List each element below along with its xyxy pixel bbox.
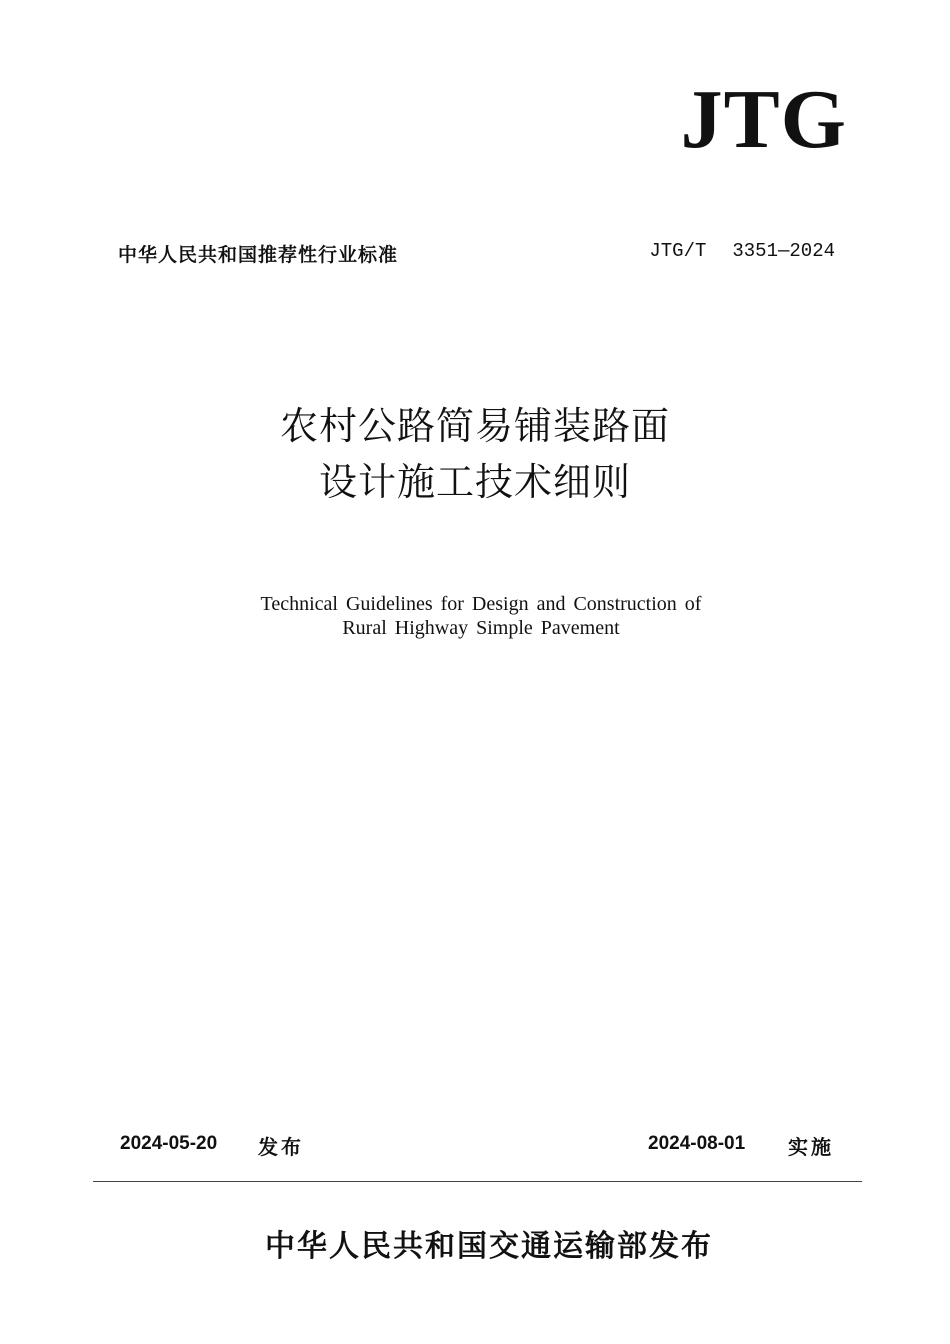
publisher: 中华人民共和国交通运输部发布 — [265, 1229, 713, 1264]
effective-date: 2024-08-01 — [648, 1133, 746, 1154]
divider-line — [93, 1181, 862, 1182]
effective-label: 实施 — [788, 1135, 834, 1159]
english-title-line-2: Rural Highway Simple Pavement — [342, 617, 620, 639]
english-title-line-1: Technical Guidelines for Design and Construction of — [260, 593, 702, 615]
chinese-title-line-2: 设计施工技术细则 — [318, 460, 631, 504]
publish-label: 发布 — [258, 1135, 304, 1159]
jtg-logo: JTG — [680, 73, 847, 166]
standard-code-number: 3351—2024 — [732, 240, 835, 262]
standard-code-prefix: JTG/T — [649, 240, 707, 262]
publish-date: 2024-05-20 — [120, 1133, 218, 1154]
chinese-title-line-1: 农村公路简易铺装路面 — [279, 404, 670, 448]
standard-category: 中华人民共和国推荐性行业标准 — [118, 244, 399, 266]
standard-code — [649, 240, 835, 262]
